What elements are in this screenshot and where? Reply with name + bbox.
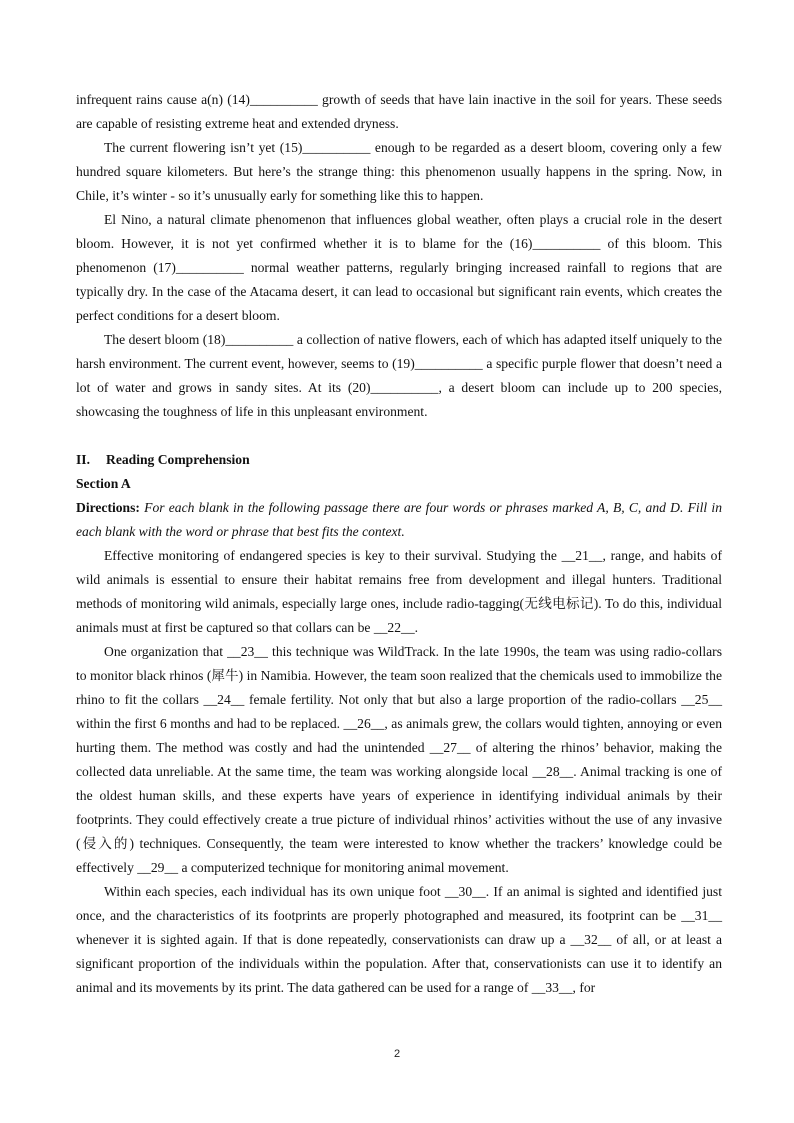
subsection-title: Section A [76, 476, 131, 491]
reading-paragraph-2: One organization that __23__ this technique was WildTrack. In the late 1990s, the team was using radio-collars to monitor black rhinos (犀牛) in Namibia. However, the team soon realized that the chemicals used to immobilize the rhino to fit the collars __24__ female fertility. Not only that but also a large proportion of the radio-collars __25__ within the first 6 months and had to be replaced. __26__, as animals grew, the collars would tighten, annoying or even hurting them. The method was costly and had the unintended __27__ of altering the rhinos’ behavior, making the collected data unreliable. At the same time, the team was working alongside local __28__. Animal tracking is one of the oldest human skills, and these experts have years of experience in identifying individual animals by their footprints. They could effectively create a true picture of individual rhinos’ activities without the use of any invasive (侵入的) techniques. Consequently, the team were interested to know whether the trackers’ knowledge could be effectively __29__ a computerized technique for monitoring animal movement. [76, 644, 722, 875]
directions-text: For each blank in the following passage there are four words or phrases marked A, B, C, and D. Fill in each blank with the word or phrase that best fits the context. [76, 500, 722, 539]
directions-label: Directions: [76, 500, 140, 515]
page-number: 2 [393, 1048, 401, 1060]
section-heading [76, 448, 722, 472]
spacer [76, 424, 722, 448]
directions [76, 496, 722, 544]
section-title: Reading Comprehension [106, 452, 250, 467]
section-number: II. [76, 452, 90, 467]
cloze-paragraph-2: The current flowering isn’t yet (15)__________ enough to be regarded as a desert bloom, covering only a few hundred square kilometers. But here’s the strange thing: this phenomenon usually happens in the spring. Now, in Chile, it’s winter - so it’s unusually early for something like this to happen. [76, 140, 722, 203]
reading-paragraph-3: Within each species, each individual has its own unique foot __30__. If an animal is sighted and identified just once, and the characteristics of its footprints are properly photographed and measured, its footprint can be __31__ whenever it is sighted again. If that is done repeatedly, conservationists can draw up a __32__ of all, or at least a significant proportion of the individuals within the population. After that, conservationists can use it to identify an animal and its movements by its print. The data gathered can be used for a range of __33__, for [76, 884, 722, 995]
cloze-paragraph-3: El Nino, a natural climate phenomenon that influences global weather, often plays a crucial role in the desert bloom. However, it is not yet confirmed whether it is to blame for the (16)__________ of this bloom. This phenomenon (17)__________ normal weather patterns, regularly bringing increased rainfall to regions that are typically dry. In the case of the Atacama desert, it can lead to occasional but significant rain events, which creates the perfect conditions for a desert bloom. [76, 212, 722, 323]
reading-paragraph-1: Effective monitoring of endangered species is key to their survival. Studying the __21__, range, and habits of wild animals is essential to ensure their habitat remains free from development and illegal hunters. Traditional methods of monitoring wild animals, especially large ones, include radio-tagging(无线电标记). To do this, individual animals must at first be captured so that collars can be __22__. [76, 548, 722, 635]
cloze-paragraph-1: infrequent rains cause a(n) (14)__________ growth of seeds that have lain inactive in the soil for years. These seeds are capable of resisting extreme heat and extended dryness. [76, 92, 722, 131]
cloze-paragraph-4: The desert bloom (18)__________ a collection of native flowers, each of which has adapted itself uniquely to the harsh environment. The current event, however, seems to (19)__________ a specific purple flower that doesn’t need a lot of water and grows in sandy sites. At its (20)__________, a desert bloom can include up to 200 species, showcasing the toughness of life in this unpleasant environment. [76, 332, 722, 419]
document-page [76, 88, 722, 1000]
